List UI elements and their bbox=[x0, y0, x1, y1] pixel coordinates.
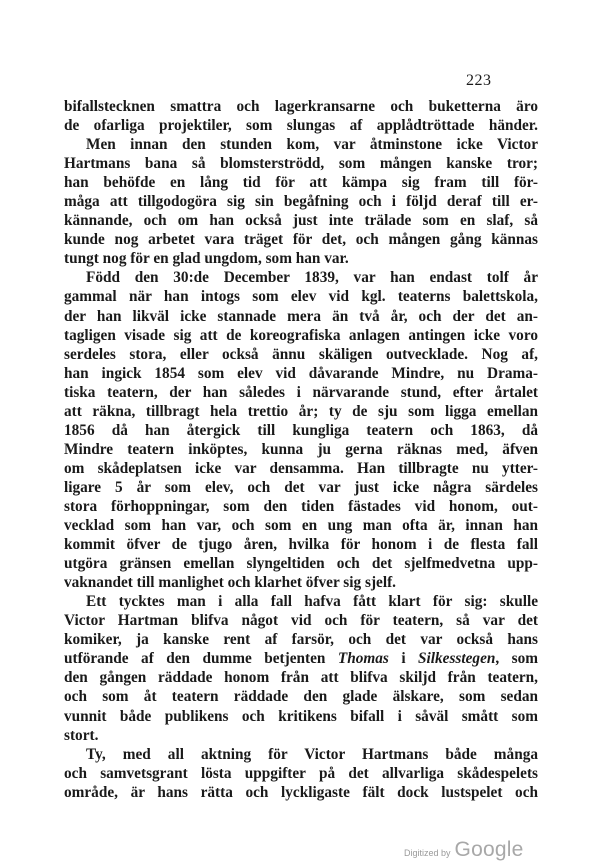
text-run: tagligen visade sig att de koreografiska anlagen antingen icke voro bbox=[64, 326, 538, 344]
text-run: område, är hans rätta och lyckligaste fält dock lustspelet och bbox=[64, 783, 538, 801]
text-line bbox=[64, 516, 538, 535]
text-run: vecklad som han var, och som en ung man ofta är, innan han bbox=[64, 517, 538, 535]
text-line bbox=[64, 707, 538, 726]
text-run: bifallstecknen smattra och lagerkransarne och buketterna äro bbox=[64, 98, 538, 115]
text-run: kommit öfver de tjugo åren, hvilka för honom i de flesta fall bbox=[64, 536, 538, 554]
text-line bbox=[64, 459, 538, 478]
text-run: Victor Hartman blifva något vid och för teatern, så var det bbox=[64, 612, 538, 630]
text-line bbox=[64, 154, 538, 173]
text-line bbox=[64, 383, 538, 402]
text-line bbox=[64, 592, 538, 611]
text-run: han ingick 1854 som elev vid dåvarande Mindre, nu Drama- bbox=[64, 364, 538, 382]
google-watermark bbox=[404, 838, 523, 862]
digitized-by-label: Digitized by bbox=[404, 848, 451, 858]
text-run: gammal när han intogs som elev vid kgl. teaterns balettskola, bbox=[64, 288, 538, 306]
text-run: Född den 30:de December 1839, var han endast tolf år bbox=[86, 269, 538, 287]
text-run: der han likväl icke stannade mera än två år, och der det an- bbox=[64, 307, 538, 325]
text-run: utgöra gränsen emellan slyngeltiden och det sjelfmedvetna upp- bbox=[64, 555, 538, 573]
text-run: att räkna, tillbragt hela trettio år; ty de sju som ligga emellan bbox=[64, 402, 538, 420]
text-line bbox=[64, 687, 538, 706]
italic-title: Thomas bbox=[337, 650, 389, 668]
text-run: 1856 då han återgick till kungliga teatern och 1863, då bbox=[64, 421, 538, 439]
text-run: , som bbox=[495, 650, 538, 668]
text-line bbox=[64, 535, 538, 554]
text-line bbox=[64, 783, 538, 802]
italic-title: Silkesstegen bbox=[418, 650, 496, 668]
text-run: tungt nog för en glad ungdom, som han var. bbox=[64, 250, 349, 268]
body-text bbox=[64, 97, 538, 802]
text-line bbox=[64, 745, 538, 764]
text-run: i bbox=[388, 650, 419, 668]
text-line bbox=[64, 211, 538, 230]
text-line bbox=[64, 573, 538, 592]
text-run: komiker, ja kanske rent af farsör, och det var också hans bbox=[64, 631, 538, 649]
text-line bbox=[64, 192, 538, 211]
text-run: ligare 5 år som elev, och det var just icke några särdeles bbox=[64, 478, 538, 496]
text-line bbox=[64, 307, 538, 326]
text-line bbox=[64, 611, 538, 630]
text-run: de ofarliga projektiler, som slungas af applådtröttade händer. bbox=[64, 117, 538, 135]
text-run: han behöfde en lång tid för att kämpa sig fram till för- bbox=[64, 174, 538, 192]
text-run: vunnit både publikens och kritikens bifall i såväl smått som bbox=[64, 707, 538, 725]
text-line bbox=[64, 364, 538, 383]
text-line bbox=[64, 726, 538, 745]
text-run: utförande af den dumme betjenten bbox=[64, 650, 338, 668]
text-run: Ett tycktes man i alla fall hafva fått klart för sig: skulle bbox=[86, 593, 538, 611]
text-line bbox=[64, 135, 538, 154]
text-run: vaknandet till manlighet och klarhet öfver sig sjelf. bbox=[64, 574, 396, 592]
google-logo: Google bbox=[454, 838, 524, 861]
text-run: om skådeplatsen icke var densamma. Han tillbragte nu ytter- bbox=[64, 459, 538, 477]
text-line bbox=[64, 326, 538, 345]
text-line bbox=[64, 764, 538, 783]
text-line bbox=[64, 249, 538, 268]
text-line bbox=[64, 173, 538, 192]
text-run: den gången räddade honom från att blifva skiljd från teatern, bbox=[64, 669, 538, 687]
text-run: stora förhoppningar, som den tiden fästades vid honom, out- bbox=[64, 497, 538, 515]
page-number: 223 bbox=[466, 72, 492, 89]
text-run: tiska teatern, der han således i närvarande stund, efter årtalet bbox=[64, 383, 538, 401]
text-line bbox=[64, 268, 538, 287]
text-line bbox=[64, 421, 538, 440]
text-run: Ty, med all aktning för Victor Hartmans både många bbox=[86, 745, 538, 763]
text-line bbox=[64, 440, 538, 459]
text-line bbox=[64, 668, 538, 687]
text-line bbox=[64, 497, 538, 516]
text-line bbox=[64, 230, 538, 249]
text-run: måga att tillgodogöra sig sin begåfning och i följd deraf till er- bbox=[64, 193, 538, 211]
text-run: och som åt teatern räddade den glade älskare, som sedan bbox=[64, 688, 538, 706]
text-line bbox=[64, 287, 538, 306]
text-run: stort. bbox=[64, 726, 99, 744]
text-line bbox=[64, 649, 538, 668]
text-run: Men innan den stunden kom, var åtminstone icke Victor bbox=[86, 136, 538, 154]
text-line bbox=[64, 478, 538, 497]
text-line bbox=[64, 116, 538, 135]
text-line bbox=[64, 630, 538, 649]
text-run: kännande, och om han också just inte trälade som en slaf, så bbox=[64, 212, 538, 230]
text-line bbox=[64, 345, 538, 364]
text-line bbox=[64, 402, 538, 421]
text-run: och samvetsgrant lösta uppgifter på det allvarliga skådespelets bbox=[64, 764, 538, 782]
text-line bbox=[64, 97, 538, 116]
text-run: kunde nog arbetet vara träget för det, och mången gång kännas bbox=[64, 231, 538, 249]
text-run: Mindre teatern inköptes, kunna ju gerna räknas med, äfven bbox=[64, 440, 538, 458]
text-line bbox=[64, 554, 538, 573]
text-run: serdeles stora, eller också ännu skäligen outvecklade. Nog af, bbox=[64, 345, 538, 363]
text-run: Hartmans bana så blomsterströdd, som mången kanske tror; bbox=[64, 155, 538, 173]
